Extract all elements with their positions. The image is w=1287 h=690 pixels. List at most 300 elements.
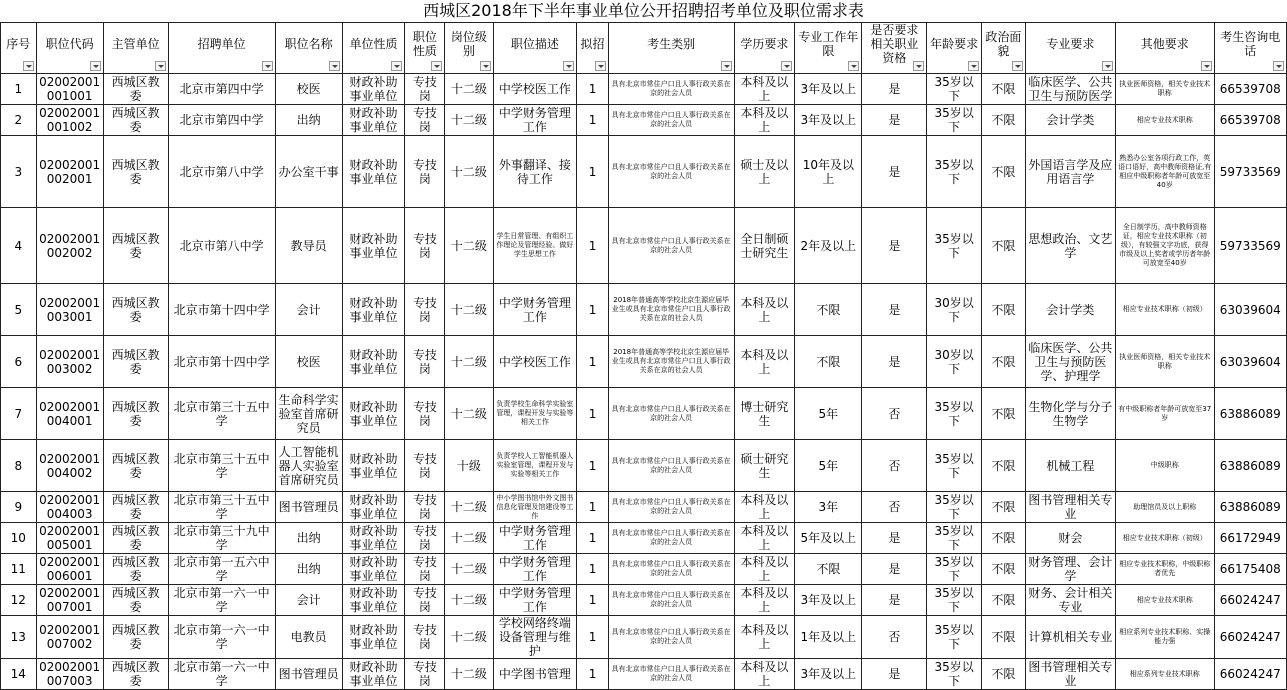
cell-post[interactable]: 电教员	[275, 616, 342, 659]
cell-tel[interactable]: 66172949	[1214, 523, 1286, 554]
cell-tel[interactable]: 66024247	[1214, 659, 1286, 690]
cell-dept[interactable]: 西城区教委	[103, 74, 168, 105]
cell-code[interactable]: 02002001003001	[36, 284, 103, 336]
cell-age[interactable]: 35岁以下	[927, 208, 982, 284]
cell-cert[interactable]: 是	[862, 208, 927, 284]
cell-code[interactable]: 02002001005001	[36, 523, 103, 554]
cell-pnature[interactable]: 专技岗	[405, 659, 445, 690]
cell-cat[interactable]: 具有北京市常住户口且人事行政关系在京的社会人员	[608, 440, 734, 492]
column-header	[1, 23, 37, 74]
cell-pnature[interactable]: 专技岗	[405, 523, 445, 554]
cell-edu[interactable]: 本科及以上	[734, 554, 795, 585]
cell-no[interactable]: 4	[1, 208, 37, 284]
cell-edu[interactable]: 本科及以上	[734, 284, 795, 336]
cell-pol[interactable]: 不限	[981, 585, 1025, 616]
cell-tel[interactable]: 66024247	[1214, 616, 1286, 659]
filter-dropdown-icon[interactable]	[1201, 61, 1212, 71]
cell-age[interactable]: 35岁以下	[927, 659, 982, 690]
cell-years[interactable]: 不限	[795, 554, 862, 585]
cell-years[interactable]: 10年及以上	[795, 136, 862, 208]
filter-dropdown-icon[interactable]	[595, 61, 606, 71]
cell-years[interactable]: 3年及以上	[795, 585, 862, 616]
cell-dept[interactable]: 西城区教委	[103, 585, 168, 616]
column-header-label: 考生咨询电话	[1220, 30, 1281, 58]
cell-tel[interactable]: 59733569	[1214, 208, 1286, 284]
column-header-label: 职位性质	[412, 30, 437, 58]
cell-edu[interactable]: 本科及以上	[734, 336, 795, 388]
cell-cat[interactable]: 具有北京市常住户口且人事行政关系在京的社会人员	[608, 136, 734, 208]
column-header	[1116, 23, 1215, 74]
cell-post[interactable]: 校医	[275, 336, 342, 388]
cell-unit[interactable]: 北京市第一六一中学	[168, 659, 275, 690]
cell-pol[interactable]: 不限	[981, 554, 1025, 585]
cell-post[interactable]: 图书管理员	[275, 659, 342, 690]
filter-dropdown-icon[interactable]	[913, 61, 924, 71]
cell-level[interactable]: 十二级	[445, 616, 493, 659]
cell-code[interactable]: 02002001004001	[36, 388, 103, 440]
cell-cat[interactable]: 具有北京市常住户口且人事行政关系在京的社会人员	[608, 208, 734, 284]
cell-pnature[interactable]: 专技岗	[405, 492, 445, 523]
filter-dropdown-icon[interactable]	[262, 61, 273, 71]
cell-pnature[interactable]: 专技岗	[405, 136, 445, 208]
cell-dept[interactable]: 西城区教委	[103, 523, 168, 554]
cell-other[interactable]: 相应专业技术职称	[1116, 585, 1215, 616]
cell-cat[interactable]: 具有北京市常住户口且人事行政关系在京的社会人员	[608, 74, 734, 105]
cell-pnature[interactable]: 专技岗	[405, 440, 445, 492]
cell-level[interactable]: 十二级	[445, 105, 493, 136]
cell-edu[interactable]: 本科及以上	[734, 492, 795, 523]
cell-dept[interactable]: 西城区教委	[103, 492, 168, 523]
filter-dropdown-icon[interactable]	[329, 61, 340, 71]
cell-tel[interactable]: 63886089	[1214, 440, 1286, 492]
cell-post[interactable]: 出纳	[275, 105, 342, 136]
cell-code[interactable]: 02002001007001	[36, 585, 103, 616]
cell-post[interactable]: 人工智能机器人实验室首席研究员	[275, 440, 342, 492]
cell-cat[interactable]: 具有北京市常住户口且人事行政关系在京的社会人员	[608, 585, 734, 616]
filter-dropdown-icon[interactable]	[1273, 61, 1284, 71]
cell-unit[interactable]: 北京市第四中学	[168, 74, 275, 105]
cell-cert[interactable]: 否	[862, 616, 927, 659]
cell-major[interactable]: 会计学类	[1025, 284, 1115, 336]
cell-code[interactable]: 02002001006001	[36, 554, 103, 585]
filter-dropdown-icon[interactable]	[563, 61, 574, 71]
cell-age[interactable]: 35岁以下	[927, 585, 982, 616]
cell-major[interactable]: 财务管理、会计学	[1025, 554, 1115, 585]
cell-edu[interactable]: 本科及以上	[734, 74, 795, 105]
cell-post[interactable]: 校医	[275, 74, 342, 105]
cell-pol[interactable]: 不限	[981, 208, 1025, 284]
cell-level[interactable]: 十二级	[445, 492, 493, 523]
column-header-label: 职位描述	[510, 37, 559, 51]
cell-dept[interactable]: 西城区教委	[103, 336, 168, 388]
cell-no[interactable]: 14	[1, 659, 37, 690]
cell-cert[interactable]: 是	[862, 284, 927, 336]
filter-dropdown-icon[interactable]	[480, 61, 491, 71]
cell-years[interactable]: 5年及以上	[795, 523, 862, 554]
filter-dropdown-icon[interactable]	[155, 61, 166, 71]
cell-num[interactable]: 1	[577, 284, 608, 336]
cell-edu[interactable]: 本科及以上	[734, 616, 795, 659]
cell-level[interactable]: 十二级	[445, 388, 493, 440]
cell-cat[interactable]: 具有北京市常住户口且人事行政关系在京的社会人员	[608, 554, 734, 585]
cell-pnature[interactable]: 专技岗	[405, 208, 445, 284]
cell-other[interactable]: 相应专业技术职称，中级职称者优先	[1116, 554, 1215, 585]
cell-dept[interactable]: 西城区教委	[103, 136, 168, 208]
cell-nature[interactable]: 财政补助事业单位	[342, 136, 405, 208]
cell-nature[interactable]: 财政补助事业单位	[342, 388, 405, 440]
cell-other[interactable]: 相应专业技术职称（初级）	[1116, 523, 1215, 554]
cell-nature[interactable]: 财政补助事业单位	[342, 523, 405, 554]
cell-unit[interactable]: 北京市第一六一中学	[168, 585, 275, 616]
cell-major[interactable]: 思想政治、文艺学	[1025, 208, 1115, 284]
cell-pol[interactable]: 不限	[981, 136, 1025, 208]
cell-unit[interactable]: 北京市第一六一中学	[168, 616, 275, 659]
cell-cat[interactable]: 2018年普通高等学校北京生源应届毕业生或具有北京市常住户口且人事行政关系在京的社会人员	[608, 336, 734, 388]
cell-tel[interactable]: 63886089	[1214, 388, 1286, 440]
cell-num[interactable]: 1	[577, 492, 608, 523]
cell-no[interactable]: 5	[1, 284, 37, 336]
cell-edu[interactable]: 博士研究生	[734, 388, 795, 440]
cell-desc[interactable]: 外事翻译、接待工作	[493, 136, 577, 208]
cell-edu[interactable]: 本科及以上	[734, 523, 795, 554]
cell-desc[interactable]: 中学财务管理工作	[493, 585, 577, 616]
cell-no[interactable]: 12	[1, 585, 37, 616]
filter-dropdown-icon[interactable]	[391, 61, 402, 71]
cell-major[interactable]: 图书管理相关专业	[1025, 492, 1115, 523]
column-header-label: 岗位级别	[450, 30, 487, 58]
cell-nature[interactable]: 财政补助事业单位	[342, 616, 405, 659]
cell-num[interactable]: 1	[577, 388, 608, 440]
cell-code[interactable]: 02002001001001	[36, 74, 103, 105]
cell-age[interactable]: 35岁以下	[927, 492, 982, 523]
cell-dept[interactable]: 西城区教委	[103, 616, 168, 659]
cell-num[interactable]: 1	[577, 74, 608, 105]
cell-nature[interactable]: 财政补助事业单位	[342, 284, 405, 336]
cell-edu[interactable]: 硕士及以上	[734, 136, 795, 208]
cell-major[interactable]: 机械工程	[1025, 440, 1115, 492]
cell-num[interactable]: 1	[577, 105, 608, 136]
cell-desc[interactable]: 学生日常管理、有组织工作理论及管理经验、做好学生思想工作	[493, 208, 577, 284]
cell-num[interactable]: 1	[577, 336, 608, 388]
cell-post[interactable]: 教导员	[275, 208, 342, 284]
cell-cat[interactable]: 具有北京市常住户口且人事行政关系在京的社会人员	[608, 659, 734, 690]
cell-cert[interactable]: 是	[862, 659, 927, 690]
cell-other[interactable]: 有中级职称者年龄可放宽至37岁	[1116, 388, 1215, 440]
cell-code[interactable]: 02002001002001	[36, 136, 103, 208]
cell-pol[interactable]: 不限	[981, 616, 1025, 659]
cell-pnature[interactable]: 专技岗	[405, 554, 445, 585]
cell-post[interactable]: 图书管理员	[275, 492, 342, 523]
cell-unit[interactable]: 北京市第三十五中学	[168, 388, 275, 440]
cell-pnature[interactable]: 专技岗	[405, 388, 445, 440]
cell-pnature[interactable]: 专技岗	[405, 74, 445, 105]
cell-no[interactable]: 11	[1, 554, 37, 585]
filter-dropdown-icon[interactable]	[23, 61, 34, 71]
cell-nature[interactable]: 财政补助事业单位	[342, 659, 405, 690]
cell-edu[interactable]: 全日制硕士研究生	[734, 208, 795, 284]
cell-code[interactable]: 02002001007002	[36, 616, 103, 659]
cell-dept[interactable]: 西城区教委	[103, 659, 168, 690]
cell-num[interactable]: 1	[577, 659, 608, 690]
cell-desc[interactable]: 中小学图书馆中外文图书信息化管理及馆建设等工作	[493, 492, 577, 523]
cell-cert[interactable]: 是	[862, 554, 927, 585]
cell-other[interactable]: 相应专业技术职称（初级）	[1116, 284, 1215, 336]
cell-cat[interactable]: 具有北京市常住户口且人事行政关系在京的社会人员	[608, 616, 734, 659]
cell-unit[interactable]: 北京市第三十五中学	[168, 492, 275, 523]
cell-level[interactable]: 十二级	[445, 659, 493, 690]
cell-nature[interactable]: 财政补助事业单位	[342, 440, 405, 492]
cell-desc[interactable]: 中学财务管理工作	[493, 554, 577, 585]
cell-no[interactable]: 2	[1, 105, 37, 136]
cell-unit[interactable]: 北京市第三十九中学	[168, 523, 275, 554]
cell-unit[interactable]: 北京市第八中学	[168, 136, 275, 208]
cell-num[interactable]: 1	[577, 585, 608, 616]
cell-tel[interactable]: 66539708	[1214, 74, 1286, 105]
cell-other[interactable]: 熟悉办公室各项行政工作，英语口语好，高中教师资格证,有相应中级职称者年龄可放宽至40岁	[1116, 136, 1215, 208]
cell-cat[interactable]: 具有北京市常住户口且人事行政关系在京的社会人员	[608, 523, 734, 554]
cell-no[interactable]: 1	[1, 74, 37, 105]
cell-other[interactable]: 相应系列专业技术职称	[1116, 659, 1215, 690]
cell-major[interactable]: 临床医学、公共卫生与预防医学、护理学	[1025, 336, 1115, 388]
cell-cat[interactable]: 具有北京市常住户口且人事行政关系在京的社会人员	[608, 388, 734, 440]
filter-dropdown-icon[interactable]	[90, 61, 101, 71]
cell-cert[interactable]: 是	[862, 74, 927, 105]
cell-edu[interactable]: 本科及以上	[734, 105, 795, 136]
cell-desc[interactable]: 负责学校生命科学实验室管理，课程开发与实验等相关工作	[493, 388, 577, 440]
filter-dropdown-icon[interactable]	[1102, 61, 1113, 71]
cell-age[interactable]: 35岁以下	[927, 388, 982, 440]
table-row	[1, 585, 1287, 616]
cell-no[interactable]: 9	[1, 492, 37, 523]
cell-other[interactable]: 执业医师资格，相关专业技术职称	[1116, 336, 1215, 388]
cell-nature[interactable]: 财政补助事业单位	[342, 336, 405, 388]
cell-major[interactable]: 外国语言学及应用语言学	[1025, 136, 1115, 208]
cell-years[interactable]: 3年及以上	[795, 74, 862, 105]
cell-pnature[interactable]: 专技岗	[405, 616, 445, 659]
cell-code[interactable]: 02002001001002	[36, 105, 103, 136]
cell-cert[interactable]: 否	[862, 388, 927, 440]
cell-pol[interactable]: 不限	[981, 523, 1025, 554]
cell-age[interactable]: 35岁以下	[927, 136, 982, 208]
cell-other[interactable]: 全日制学历，高中教师资格证，相应专业技术职称（初级），有较强文字功底，获得市级及以上奖者或学历者年龄可放宽至40岁	[1116, 208, 1215, 284]
column-header-label: 职位代码	[45, 37, 94, 51]
cell-major[interactable]: 计算机相关专业	[1025, 616, 1115, 659]
table-body	[1, 74, 1287, 690]
cell-tel[interactable]: 66024247	[1214, 585, 1286, 616]
cell-pol[interactable]: 不限	[981, 74, 1025, 105]
cell-nature[interactable]: 财政补助事业单位	[342, 492, 405, 523]
cell-other[interactable]: 中级职称	[1116, 440, 1215, 492]
cell-years[interactable]: 1年及以上	[795, 616, 862, 659]
cell-level[interactable]: 十级	[445, 440, 493, 492]
cell-cat[interactable]: 2018年普通高等学校北京生源应届毕业生或具有北京市常住户口且人事行政关系在京的社会人员	[608, 284, 734, 336]
cell-pol[interactable]: 不限	[981, 105, 1025, 136]
cell-no[interactable]: 3	[1, 136, 37, 208]
filter-dropdown-icon[interactable]	[431, 61, 442, 71]
cell-level[interactable]: 十二级	[445, 136, 493, 208]
cell-age[interactable]: 35岁以下	[927, 616, 982, 659]
cell-cert[interactable]: 是	[862, 585, 927, 616]
cell-other[interactable]: 相应专业技术职称	[1116, 105, 1215, 136]
cell-nature[interactable]: 财政补助事业单位	[342, 105, 405, 136]
column-header	[445, 23, 493, 74]
cell-cert[interactable]: 否	[862, 440, 927, 492]
cell-desc[interactable]: 中学财务管理工作	[493, 523, 577, 554]
cell-tel[interactable]: 66175408	[1214, 554, 1286, 585]
cell-pol[interactable]: 不限	[981, 336, 1025, 388]
table-row	[1, 523, 1287, 554]
cell-level[interactable]: 十二级	[445, 554, 493, 585]
cell-tel[interactable]: 63886089	[1214, 492, 1286, 523]
cell-num[interactable]: 1	[577, 523, 608, 554]
column-header-label: 序号	[6, 37, 31, 51]
cell-post[interactable]: 出纳	[275, 523, 342, 554]
cell-unit[interactable]: 北京市第一五六中学	[168, 554, 275, 585]
cell-code[interactable]: 02002001004003	[36, 492, 103, 523]
cell-edu[interactable]: 本科及以上	[734, 659, 795, 690]
filter-dropdown-icon[interactable]	[968, 61, 979, 71]
cell-cert[interactable]: 是	[862, 105, 927, 136]
cell-pnature[interactable]: 专技岗	[405, 585, 445, 616]
cell-post[interactable]: 出纳	[275, 554, 342, 585]
cell-desc[interactable]: 中学财务管理工作	[493, 284, 577, 336]
cell-post[interactable]: 会计	[275, 284, 342, 336]
cell-no[interactable]: 8	[1, 440, 37, 492]
cell-cert[interactable]: 否	[862, 492, 927, 523]
cell-num[interactable]: 1	[577, 440, 608, 492]
cell-unit[interactable]: 北京市第十四中学	[168, 284, 275, 336]
cell-no[interactable]: 6	[1, 336, 37, 388]
cell-years[interactable]: 5年	[795, 388, 862, 440]
cell-desc[interactable]: 中学校医工作	[493, 336, 577, 388]
cell-tel[interactable]: 59733569	[1214, 136, 1286, 208]
cell-tel[interactable]: 63039604	[1214, 336, 1286, 388]
cell-major[interactable]: 临床医学、公共卫生与预防医学	[1025, 74, 1115, 105]
cell-num[interactable]: 1	[577, 136, 608, 208]
cell-pol[interactable]: 不限	[981, 440, 1025, 492]
cell-nature[interactable]: 财政补助事业单位	[342, 554, 405, 585]
cell-pnature[interactable]: 专技岗	[405, 105, 445, 136]
cell-age[interactable]: 30岁以下	[927, 336, 982, 388]
filter-dropdown-icon[interactable]	[848, 61, 859, 71]
cell-age[interactable]: 35岁以下	[927, 74, 982, 105]
cell-cert[interactable]: 是	[862, 336, 927, 388]
cell-unit[interactable]: 北京市第八中学	[168, 208, 275, 284]
cell-dept[interactable]: 西城区教委	[103, 105, 168, 136]
cell-age[interactable]: 35岁以下	[927, 523, 982, 554]
cell-cat[interactable]: 具有北京市常住户口且人事行政关系在京的社会人员	[608, 105, 734, 136]
cell-years[interactable]: 2年及以上	[795, 208, 862, 284]
cell-cert[interactable]: 是	[862, 523, 927, 554]
cell-num[interactable]: 1	[577, 616, 608, 659]
filter-dropdown-icon[interactable]	[781, 61, 792, 71]
table-row	[1, 492, 1287, 523]
column-header	[577, 23, 608, 74]
cell-level[interactable]: 十二级	[445, 208, 493, 284]
cell-post[interactable]: 办公室干事	[275, 136, 342, 208]
cell-no[interactable]: 10	[1, 523, 37, 554]
filter-dropdown-icon[interactable]	[721, 61, 732, 71]
cell-age[interactable]: 35岁以下	[927, 554, 982, 585]
cell-major[interactable]: 生物化学与分子生物学	[1025, 388, 1115, 440]
cell-nature[interactable]: 财政补助事业单位	[342, 208, 405, 284]
cell-age[interactable]: 35岁以下	[927, 440, 982, 492]
cell-other[interactable]: 执业医师资格，相关专业技术职称	[1116, 74, 1215, 105]
cell-tel[interactable]: 66539708	[1214, 105, 1286, 136]
cell-level[interactable]: 十二级	[445, 284, 493, 336]
cell-dept[interactable]: 西城区教委	[103, 388, 168, 440]
cell-other[interactable]: 相应系列专业技术职称、实操能力强	[1116, 616, 1215, 659]
cell-years[interactable]: 5年	[795, 440, 862, 492]
cell-nature[interactable]: 财政补助事业单位	[342, 74, 405, 105]
cell-pol[interactable]: 不限	[981, 492, 1025, 523]
cell-other[interactable]: 助理馆员及以上职称	[1116, 492, 1215, 523]
cell-pnature[interactable]: 专技岗	[405, 336, 445, 388]
cell-years[interactable]: 3年	[795, 492, 862, 523]
cell-tel[interactable]: 63039604	[1214, 284, 1286, 336]
cell-no[interactable]: 7	[1, 388, 37, 440]
cell-code[interactable]: 02002001002002	[36, 208, 103, 284]
cell-desc[interactable]: 学校网络终端设备管理与维护	[493, 616, 577, 659]
cell-pol[interactable]: 不限	[981, 284, 1025, 336]
table-row	[1, 388, 1287, 440]
cell-years[interactable]: 不限	[795, 336, 862, 388]
filter-dropdown-icon[interactable]	[1012, 61, 1023, 71]
cell-pol[interactable]: 不限	[981, 659, 1025, 690]
cell-code[interactable]: 02002001007003	[36, 659, 103, 690]
cell-desc[interactable]: 负责学校人工智能机器人实验室管理，课程开发与实验等相关工作	[493, 440, 577, 492]
cell-level[interactable]: 十二级	[445, 585, 493, 616]
cell-age[interactable]: 35岁以下	[927, 105, 982, 136]
cell-code[interactable]: 02002001003002	[36, 336, 103, 388]
cell-level[interactable]: 十二级	[445, 523, 493, 554]
cell-desc[interactable]: 中学图书管理	[493, 659, 577, 690]
cell-post[interactable]: 生命科学实验室首席研究员	[275, 388, 342, 440]
cell-years[interactable]: 不限	[795, 284, 862, 336]
cell-cert[interactable]: 是	[862, 136, 927, 208]
cell-years[interactable]: 3年及以上	[795, 105, 862, 136]
cell-major[interactable]: 财会	[1025, 523, 1115, 554]
cell-age[interactable]: 30岁以下	[927, 284, 982, 336]
cell-level[interactable]: 十二级	[445, 74, 493, 105]
cell-num[interactable]: 1	[577, 208, 608, 284]
cell-edu[interactable]: 本科及以上	[734, 585, 795, 616]
cell-code[interactable]: 02002001004002	[36, 440, 103, 492]
cell-level[interactable]: 十二级	[445, 336, 493, 388]
cell-dept[interactable]: 西城区教委	[103, 554, 168, 585]
cell-major[interactable]: 财务、会计相关专业	[1025, 585, 1115, 616]
cell-unit[interactable]: 北京市第四中学	[168, 105, 275, 136]
cell-unit[interactable]: 北京市第三十五中学	[168, 440, 275, 492]
cell-desc[interactable]: 中学财务管理工作	[493, 105, 577, 136]
cell-dept[interactable]: 西城区教委	[103, 208, 168, 284]
cell-major[interactable]: 会计学类	[1025, 105, 1115, 136]
cell-no[interactable]: 13	[1, 616, 37, 659]
cell-years[interactable]: 3年及以上	[795, 659, 862, 690]
cell-unit[interactable]: 北京市第十四中学	[168, 336, 275, 388]
cell-num[interactable]: 1	[577, 554, 608, 585]
cell-pnature[interactable]: 专技岗	[405, 284, 445, 336]
cell-desc[interactable]: 中学校医工作	[493, 74, 577, 105]
cell-pol[interactable]: 不限	[981, 388, 1025, 440]
cell-major[interactable]: 图书管理相关专业	[1025, 659, 1115, 690]
cell-edu[interactable]: 硕士研究生	[734, 440, 795, 492]
cell-post[interactable]: 会计	[275, 585, 342, 616]
cell-nature[interactable]: 财政补助事业单位	[342, 585, 405, 616]
cell-dept[interactable]: 西城区教委	[103, 284, 168, 336]
cell-cat[interactable]: 具有北京市常住户口且人事行政关系在京的社会人员	[608, 492, 734, 523]
cell-dept[interactable]: 西城区教委	[103, 440, 168, 492]
